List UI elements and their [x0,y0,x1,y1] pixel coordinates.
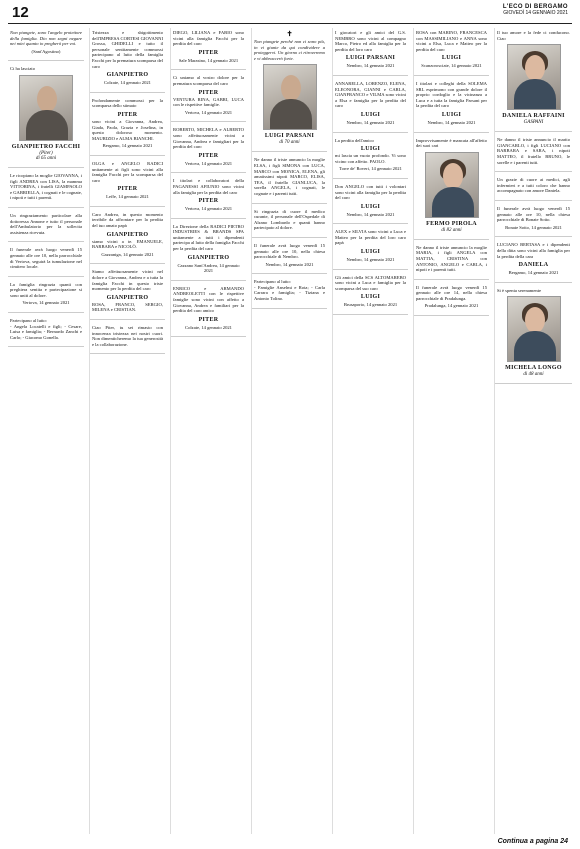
deceased-name: GIANPIETRO [187,254,230,261]
notice-text: Un grazie di cuore ai medici, agli infermieri e a tutti coloro che hanno accompagnato con amore Daniela. [497,177,570,194]
page-header [8,4,572,24]
notice-text: Ci uniamo al vostro dolore per la prematura scomparsa del caro [173,75,244,86]
obituary-notice [252,277,327,308]
deceased-name: LUIGI [360,146,381,153]
notice-signature: Nembro, 14 gennaio 2021 [265,261,314,267]
portrait-bust [26,110,68,141]
obituary-notice [333,79,408,133]
notice-text: Il funerale avrà luogo venerdì 15 gennaio alle ore 14, nella chiesa parrocchiale di Pradalunga. [416,284,487,301]
notice-text: LUCIANO BERTASA e i dipendenti della ditta sono vicini alla famiglia per la perdita della cara [497,242,570,259]
notice-text: Partecipano al lutto: [10,318,47,324]
notice-signature: Pradalunga, 14 gennaio 2021 [424,303,479,309]
obituary-notice [495,28,572,132]
obituary-notice [414,283,489,316]
notice-text: Il funerale avrà luogo venerdì 15 gennaio alle ore 10, nella chiesa parrocchiale di Nembro. [254,242,325,260]
notice-signature: Colzate, 14 gennaio 2021 [185,324,232,330]
notice-signature: Nembro, 14 gennaio 2021 [346,63,395,69]
obituary-notice [90,96,165,156]
notice-signature: Vertova, 14 gennaio 2021 [22,300,70,306]
notice-text: Partecipano al lutto: [254,279,291,285]
portrait-head [525,307,545,333]
notice-signature: Nembro, 14 gennaio 2021 [346,257,395,263]
obituary-notice [171,73,246,122]
obituary-notice [495,135,572,172]
notice-text: Le ricopiano la moglie GIOVANNA, i figli ANDREA con LISA, la mamma VITTORINA, i fratelli GIAMPAOLO e GABRIELLA, i cognati e le cognate, i nipoti e tutti i parenti. [10,172,82,201]
obituary-notice [252,207,327,238]
obituary-notice [8,316,84,347]
obituary-notice [252,155,327,203]
obituary-notice [171,125,246,173]
deceased-nickname: GASPANI [523,120,544,126]
portrait-head [525,55,545,81]
deceased-name: PITER [198,198,219,205]
notice-text: Un ringraziamento particolare alla dottoressa Annone e tutto il personale dell'Ambulatorio per la sollecita assistenza ricevuta. [10,212,82,235]
notice-signature: Cazzano Sant'Andrea, 14 gennaio 2021 [177,262,240,274]
obituary-notice [90,323,165,354]
notice-text: ANNARELLA, LORENZO, ELENA, ELEONORA, GIANNI e CARLA, GIANFRANCO e VILMA sono vicini a Elsa e famiglia per la perdita del caro [335,80,406,109]
portrait-bust [514,331,556,362]
obituary-notice [333,273,408,315]
deceased-name: PITER [198,316,219,323]
notice-text: Caro Andrea, in questo momento terribile da affrontare per la perdita del tuo amato papà [92,211,163,229]
deceased-name: DANIELA RAFFAINI [502,113,565,120]
notice-signature: Torre de' Roveri, 14 gennaio 2021 [339,166,402,172]
notice-signature: (Sant'Agostino) [31,48,61,54]
obituary-notice [8,280,84,313]
notice-text: La perdita dell'amico [335,137,374,143]
notice-signature: Vertova, 14 gennaio 2021 [184,109,233,115]
obituary-notice [171,176,246,218]
portrait-photo [263,64,317,130]
notice-signature: Brusaporto, 14 gennaio 2021 [343,302,398,308]
notice-text-continued: - Angela Locatelli e figli; - Cesare, Luisa e famiglia; - Bernardo Zanchi e Carlo; - Giacomo Gonella. [10,323,82,340]
deceased-name: LUIGI [360,249,381,256]
portrait-head [281,75,301,101]
notice-text-continued: ROSA, FRANCO, SERGIO, MILENA e CRISTIAN. [92,301,163,313]
deceased-nickname: di 48 anni [523,372,544,378]
portrait-bust [432,187,474,218]
obituary-notice [90,210,165,265]
portrait-head [37,86,57,112]
obituary-notice [90,28,165,93]
obituary-notice [8,171,84,208]
column-4 [251,28,327,834]
obituary-notice [90,267,165,320]
portrait-bust [270,99,312,130]
notice-text: Il funerale avrà luogo venerdì 15 gennaio alle ore 10, nella chiesa parrocchiale di Bonate Sotto. [497,205,570,223]
deceased-name: GIANPIETRO FACCHI [11,143,81,150]
newspaper-name: L'ECO DI BERGAMO [502,4,568,10]
notice-text: Si è spenta serenamente [497,287,542,293]
obituary-notice [8,211,84,242]
obituary-notice [333,182,408,224]
obituary-notice [495,204,572,237]
portrait-photo [507,296,561,362]
obituary-notice [414,136,489,240]
obituary-notice [171,28,246,70]
notice-quote: Non piangete perché non ci sono più, in vi giunte da qui condividere a proteggervi. Un giorno ci ritroveremo e vi abbraccerò forte. [254,39,325,61]
notice-text: DIEGO, LILIANA e FABIO sono vicini alla famiglia Facchi per la perdita del caro [173,30,244,47]
notice-text: Tristezza e sbigottimento dell'IMPRESA CORTESI GIOVANNI Grossa, GHIDELLI e tutto il personale sentitamente commossi partecipano al lutto della famiglia Facchi per la prematura scomparsa del caro [92,30,163,69]
notice-quote: Non piangete, sono l'angelo protettore della famiglia. Dio non segni negare nei miei quanto io pregherò per voi. [10,30,82,47]
deceased-nickname: di 70 anni [279,140,300,146]
notice-signature: Colzate, 14 gennaio 2021 [104,80,151,86]
deceased-name: FERMO PIROLA [426,220,477,227]
notice-signature: Sale Marasino, 14 gennaio 2021 [178,57,239,63]
column-3 [170,28,246,834]
obituary-notice [171,222,246,281]
notice-text: Il tuo amore e la fede ci conducono. Ciao [497,30,570,41]
deceased-name: PITER [198,49,219,56]
notice-text-continued: - Famiglie Anselmi e Rota; - Carla Carrara e famiglia; - Tiziana e Antonio Tolino. [254,284,325,302]
notice-text: OLGA e ANGELO RADICI unitamente ai figli sono vicini alla famiglia Facchi per la scomparsa del caro [92,160,163,183]
deceased-name: LUIGI [360,203,381,210]
notice-text: Siamo affettuosamente vicini nel dolore a Giovanna, Andrea e a tutta la famiglia Facchi in questo triste momento per la perdita del caro [92,269,163,292]
deceased-name: LUIGI [441,111,462,118]
notice-text: ROBERTO, MICHELA e ALBERTO sono affettuosamente vicini a Giovanna, Andrea e famigliari per la perdita del caro [173,127,244,150]
notice-text: Ci ha lasciato [10,66,36,72]
notice-text: Gli amici della SCS ALTOMAREBO sono vicini a Luca e famiglia per la scomparsa del suo caro [335,274,406,291]
notice-signature: Vertova, 14 gennaio 2021 [184,206,233,212]
notice-text-continued: VENTURA RINA, GABRI, LUCA con le rispettive famiglie. [173,96,244,108]
portrait-photo [425,152,479,218]
deceased-name: LUIGI [360,111,381,118]
obituary-notice [8,28,84,61]
notice-text: Improvvisamente è mancata all'affetto dei suoi cari [416,137,487,149]
notice-text: I giocatori e gli amici del G.S. NEMBRO sono vicini al compagno Marco, Pietro ed alla famiglia per la perdita del loro caro [335,30,406,52]
obituary-notice [495,240,572,282]
obituary-notice [171,284,246,338]
notice-signature: Gazzaniga, 14 gennaio 2021 [101,251,154,257]
deceased-name: LUIGI [441,55,462,62]
notice-text: ROSA con MARINO, FRANCESCA con MASSIMILIANO e ANNA sono vicini a Elsa, Luca e Matteo per la perdita del caro [416,30,487,52]
portrait-bust [514,79,556,110]
notice-signature: Leffe, 14 gennaio 2021 [106,194,149,200]
obituary-grid [8,28,572,834]
notice-text-continued: sono vicini a Giovanna, Andrea, Giada, Paola, Grazia e Joselina, in questo doloroso momento. MAURIZIO e ALMA BIANCHI. [92,118,163,141]
deceased-nickname: di 82 anni [441,227,462,233]
obituary-notice [333,28,408,76]
column-2 [89,28,165,834]
column-6 [413,28,489,834]
notice-signature: Bergamo, 14 gennaio 2021 [102,143,153,149]
issue-date: GIOVEDÌ 14 GENNAIO 2021 [503,10,568,16]
obituary-notice [414,28,489,76]
notice-text: Il funerale avrà luogo venerdì 15 gennaio alle ore 10, nella parrocchiale di Vertova, seguirà la tumulazione nel cimitero locale. [10,247,82,270]
masthead [503,4,568,16]
notice-text: ALEX e SILVIA sono vicini a Luca e Matteo per la perdita del loro caro papà [335,229,406,246]
notice-text: I titolari e colleghi della SOLEMA SRL esprimono con grande dolore il proprio cordoglio e la vicinanza a Luca e a tutta la famiglia Parsani per la perdita del caro [416,80,487,109]
notice-text: La Direzione della RADICI PIETRO INDUSTRIES & BRANDS SPA unitamente a tutti i dipendenti partecipa al lutto della famiglia Facchi per la perdita del caro [173,223,244,252]
notice-text: Ne danno il triste annuncio la moglie ELSA, i figli SIMONA con LUCA, MARCO con MONICA, ELENA, gli amatissimi nipoti MARCO, ELISA, TEA, il fratello GIANLUCA, la sorella ANGELA, i cognati, le cognate e i parenti tutti. [254,157,325,196]
notice-signature: Nembro, 14 gennaio 2021 [346,211,395,217]
obituary-notice [333,227,408,269]
notice-text-continued: mi lascia un vuoto profondo. Vi sono vicino con affetto. PAOLO. [335,153,406,164]
notice-signature: Scanzorosciate, 14 gennaio 2021 [421,63,482,69]
deceased-name: LUIGI [360,294,381,301]
deceased-name: PITER [198,89,219,96]
notice-text: I titolari e collaboratori della PAGANESSI AFIUNIO sono vicini alla famiglia per la perdita del caro [173,178,244,195]
notice-text: Ne danno il triste annuncio la moglie MARIA, i figli ANGELA con MATTIA, CRISTINA con ANTONIO, ANGELO e CARLA, i nipoti e i parenti tutti. [416,244,487,273]
page-number: 12 [12,4,29,21]
column-1 [8,28,84,834]
deceased-name: PITER [117,186,138,193]
notice-signature: Nembro, 14 gennaio 2021 [346,119,395,125]
obituary-notice [252,241,327,274]
deceased-name: MICHELA LONGO [505,365,562,372]
portrait-photo [19,75,73,141]
deceased-name: GIANPIETRO [106,72,149,79]
obituary-notice [495,175,572,201]
deceased-name: PITER [198,152,219,159]
obituary-notice [8,64,84,168]
notice-signature: Nembro, 14 gennaio 2021 [427,119,476,125]
continued-note: Continua a pagina 24 [497,838,568,845]
deceased-name: DANIELA [518,262,549,269]
column-5 [332,28,408,834]
notice-text: Si ringrazia di cuore il medico curante, il personale dell'Ospedale di Alzano Lombardo e quanti hanno partecipato al dolore. [254,208,325,231]
notice-text-continued: siamo vicini a te. EMANUELE, BARBARA e NICOLÒ. [92,238,163,250]
portrait-head [443,163,463,189]
deceased-name: LUIGI PARSANI [264,133,315,140]
notice-signature: Vertova, 14 gennaio 2021 [184,160,233,166]
notice-signature: Bergamo, 14 gennaio 2021 [508,270,559,276]
deceased-age: di 65 anni [35,155,57,161]
notice-text: Don ANGELO con tutti i volontari sono vicini alla famiglia per la perdita del caro [335,183,406,201]
notice-text: Ciao Piter, tu sei rimasto con innocenza tristezza nei nostri cuori. Non dimenticheremo la tua generosità e la collaborazione. [92,325,163,347]
obituary-notice [414,79,489,133]
obituary-notice [414,243,489,280]
notice-signature: Bonate Sotto, 14 gennaio 2021 [505,224,562,230]
obituary-notice [8,245,84,276]
deceased-name: GIANPIETRO [106,294,149,301]
notice-text: La famiglia ringrazia quanti con preghiera sentita e partecipazione si sono uniti al dolore. [10,281,82,298]
deceased-name: PITER [117,111,138,118]
obituary-notice [495,286,572,385]
notice-text: Profondamente commossi per la scomparsa dello stimato [92,97,163,109]
notice-text: ENRICO e ARMANDO ANDREOLETTI con le rispettive famiglie sono vicini con affetto a Giovanna, Andrea e familiari per la perdita del caro amico [173,285,244,314]
obituary-notice [252,28,327,152]
deceased-nickname: (Piter) [39,150,53,156]
column-7 [494,28,572,834]
cross-icon: ✝ [286,30,293,38]
portrait-photo [507,44,561,110]
obituary-notice [90,159,165,207]
notice-text: Ne danno il triste annuncio il marito GIANCARLO, i figli LUCIANO con BARBARA e SARA, i nipoti MATTEO, il fratello BRUNO, le sorelle e i parenti tutti. [497,137,570,165]
deceased-name: GIANPIETRO [106,231,149,238]
obituary-notice [333,136,408,179]
deceased-name: LUIGI PARSANI [345,55,396,62]
